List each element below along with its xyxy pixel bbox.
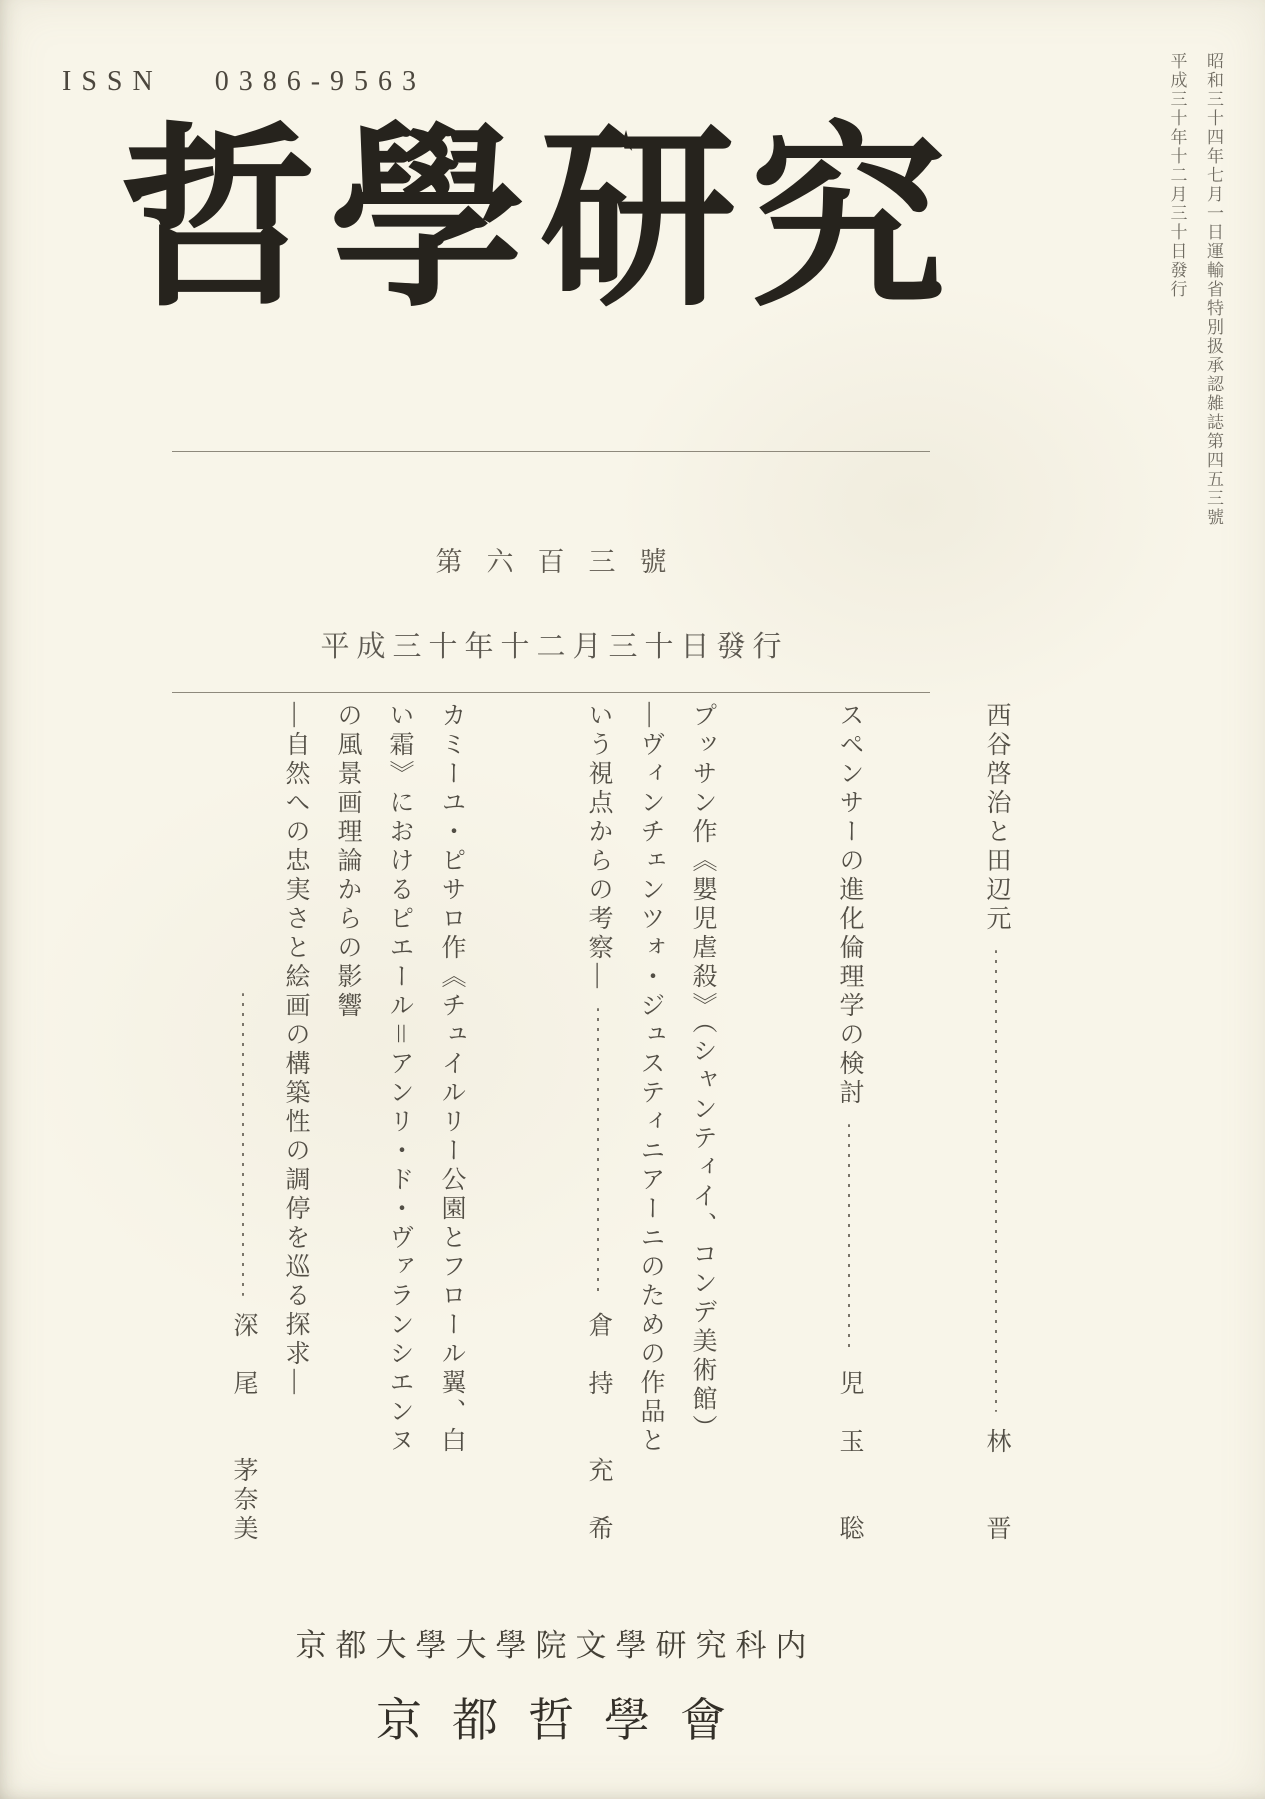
- approval-notice-line-1: 昭和三十四年七月一日運輸省特別扱承認雑誌第四五三號: [1204, 52, 1223, 527]
- journal-title: 哲學研究: [119, 113, 960, 330]
- article-title-line-1: プッサン作《嬰児虐殺》（シャンティイ、コンデ美術館）: [689, 702, 716, 1444]
- article-title: 西谷啓治と田辺元: [983, 702, 1010, 934]
- article-title-line-1: カミーユ・ピサロ作《チュイルリー公園とフロール翼、白: [438, 702, 465, 1456]
- top-divider-rule: [172, 451, 930, 452]
- issn-number: 0386-9563: [214, 66, 427, 97]
- toc-entry-2-line: [823, 702, 875, 1570]
- article-author: 倉 持 充 希: [585, 1312, 612, 1544]
- toc-entry-4: [217, 702, 477, 1570]
- toc-entry-2: [823, 702, 875, 1570]
- dotted-leader: [242, 993, 245, 1296]
- publisher-address-line: 京都大學大學院文學研究科内: [295, 1628, 816, 1663]
- bottom-divider-rule: [172, 692, 930, 693]
- article-author: 林 晋: [983, 1428, 1010, 1544]
- toc-entry-1: [970, 702, 1022, 1570]
- issn-label: ISSN: [62, 66, 163, 97]
- article-title-line-3: の風景画理論からの影響: [334, 702, 361, 1021]
- article-author-line: [217, 702, 269, 1570]
- toc-entry-1-line: [970, 702, 1022, 1570]
- table-of-contents: [217, 702, 1022, 1570]
- article-author: 深 尾 茅奈美: [230, 1312, 257, 1544]
- approval-notice: [1158, 52, 1231, 532]
- toc-entry-3: [572, 702, 728, 1570]
- dotted-leader: [848, 1124, 851, 1354]
- dotted-leader: [995, 950, 998, 1412]
- article-title-line-2: い霜》におけるピエール＝アンリ・ド・ヴァランシエンヌ: [386, 702, 413, 1457]
- publisher-name: 京都哲學會: [376, 1695, 756, 1746]
- approval-notice-line-2: 平成三十年十二月三十日發行: [1167, 52, 1187, 299]
- article-title-line-3: [572, 702, 624, 1570]
- issue-date: 平成三十年十二月三十日發行: [320, 631, 789, 663]
- article-title: いう視点からの考察―: [585, 702, 612, 992]
- issn-line: [62, 66, 426, 98]
- issue-number: 第六百三號: [435, 547, 691, 577]
- dotted-leader: [597, 1008, 600, 1296]
- article-author: 児 玉 聡: [836, 1370, 863, 1544]
- article-title-line-2: ―ヴィンチェンツォ・ジュスティニアーニのための作品と: [637, 702, 664, 1456]
- article-title-line-4: ―自然への忠実さと絵画の構築性の調停を巡る探求―: [282, 702, 309, 1398]
- article-title: スペンサーの進化倫理学の検討: [836, 702, 863, 1108]
